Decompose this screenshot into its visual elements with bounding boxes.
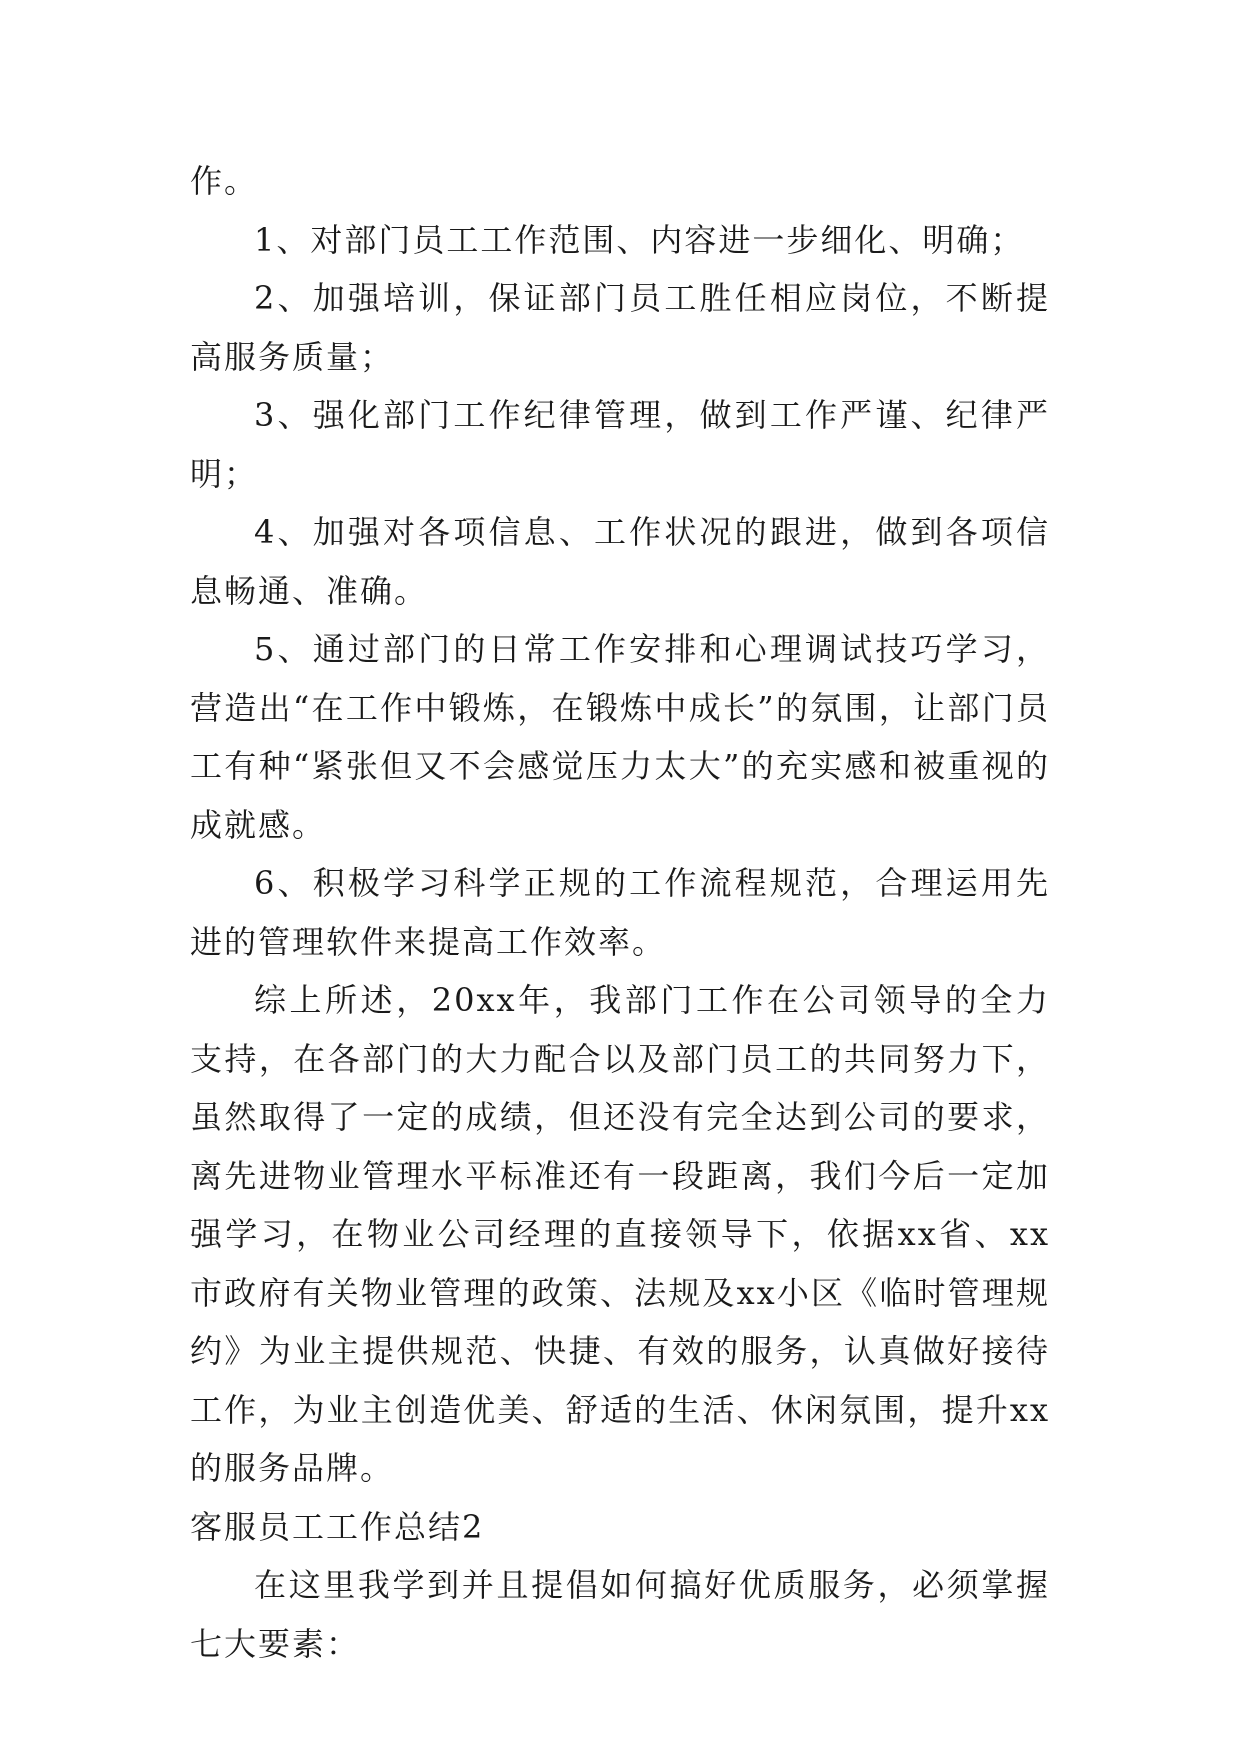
intro-paragraph: 在这里我学到并且提倡如何搞好优质服务，必须掌握七大要素： — [190, 1566, 1050, 1663]
summary-paragraph: 综上所述，20xx年，我部门工作在公司领导的全力支持，在各部门的大力配合以及部门员工的共同努力下，虽然取得了一定的成绩，但还没有完全达到公司的要求，离先进物业管理水平标准还有一段距离，我们今后一定加强学习，在物业公司经理的直接领导下，依据xx省、xx市政府有关物业管理的政策、法规及xx小区《临时管理规约》为业主提供规范、快捷、有效的服务，认真做好接待工作，为业主创造优美、舒适的生活、休闲氛围，提升xx的服务品牌。 — [190, 981, 1050, 1487]
list-item-2: 2、加强培训，保证部门员工胜任相应岗位，不断提高服务质量； — [190, 279, 1050, 376]
list-item-5: 5、通过部门的日常工作安排和心理调试技巧学习，营造出“在工作中锻炼，在锻炼中成长”的氛围，让部门员工有种“紧张但又不会感觉压力太大”的充实感和被重视的成就感。 — [190, 630, 1050, 844]
document-body — [190, 152, 1050, 1673]
paragraph-continuation: 作。 — [190, 162, 259, 200]
list-item-4: 4、加强对各项信息、工作状况的跟进，做到各项信息畅通、准确。 — [190, 513, 1050, 610]
list-item-6: 6、积极学习科学正规的工作流程规范，合理运用先进的管理软件来提高工作效率。 — [190, 864, 1050, 961]
list-item-1: 1、对部门员工工作范围、内容进一步细化、明确； — [254, 220, 1025, 259]
section-heading: 客服员工工作总结2 — [190, 1507, 485, 1546]
list-item-3: 3、强化部门工作纪律管理，做到工作严谨、纪律严明； — [190, 396, 1050, 493]
